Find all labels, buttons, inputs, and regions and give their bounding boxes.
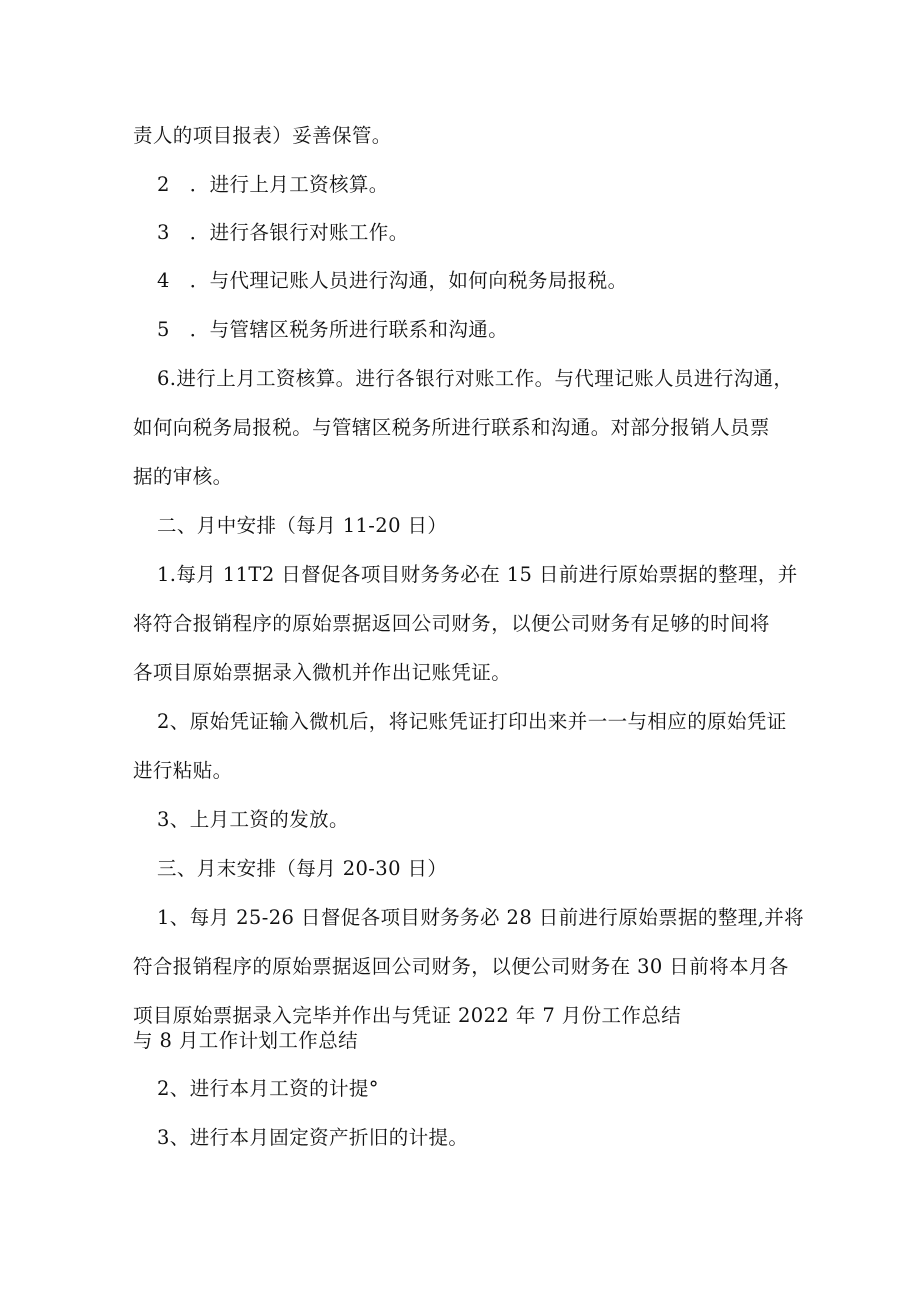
list-item: 2、进行本月工资的计提° — [157, 1077, 379, 1100]
list-item: 3、上月工资的发放。 — [157, 808, 349, 831]
paragraph-line: 1.每月 11T2 日督促各项目财务务必在 15 日前进行原始票据的整理，并 — [157, 563, 798, 586]
paragraph-line: 6.进行上月工资核算。进行各银行对账工作。与代理记账人员进行沟通， — [157, 367, 794, 390]
text-line: 责人的项目报表）妥善保管。 — [133, 124, 392, 147]
paragraph-line: 与 8 月工作计划工作总结 — [133, 1029, 359, 1052]
paragraph-line: 2、原始凭证输入微机后，将记账凭证打印出来并一一与相应的原始凭证 — [157, 710, 787, 733]
section-heading: 二、月中安排（每月 11-20 日） — [157, 514, 448, 537]
paragraph-line: 如何向税务局报税。与管辖区税务所进行联系和沟通。对部分报销人员票 — [133, 416, 770, 439]
paragraph-line: 据的审核。 — [133, 465, 233, 488]
list-item: 2 ．进行上月工资核算。 — [157, 173, 389, 196]
list-item: 4 ．与代理记账人员进行沟通，如何向税务局报税。 — [157, 269, 628, 292]
list-item: 3、进行本月固定资产折旧的计提。 — [157, 1126, 469, 1149]
paragraph-line: 符合报销程序的原始票据返回公司财务，以便公司财务在 30 日前将本月各 — [133, 955, 789, 978]
list-item: 3 ．进行各银行对账工作。 — [157, 221, 409, 244]
paragraph-line: 各项目原始票据录入微机并作出记账凭证。 — [133, 661, 512, 684]
paragraph-line: 1、每月 25-26 日督促各项目财务务必 28 日前进行原始票据的整理,并将 — [157, 906, 805, 929]
paragraph-line: 进行粘贴。 — [133, 759, 233, 782]
paragraph-line: 项目原始票据录入完毕并作出与凭证 2022 年 7 月份工作总结 — [133, 1004, 682, 1027]
section-heading: 三、月末安排（每月 20-30 日） — [157, 857, 448, 880]
list-item: 5 ．与管辖区税务所进行联系和沟通。 — [157, 318, 509, 341]
paragraph-line: 将符合报销程序的原始票据返回公司财务，以便公司财务有足够的时间将 — [133, 612, 770, 635]
